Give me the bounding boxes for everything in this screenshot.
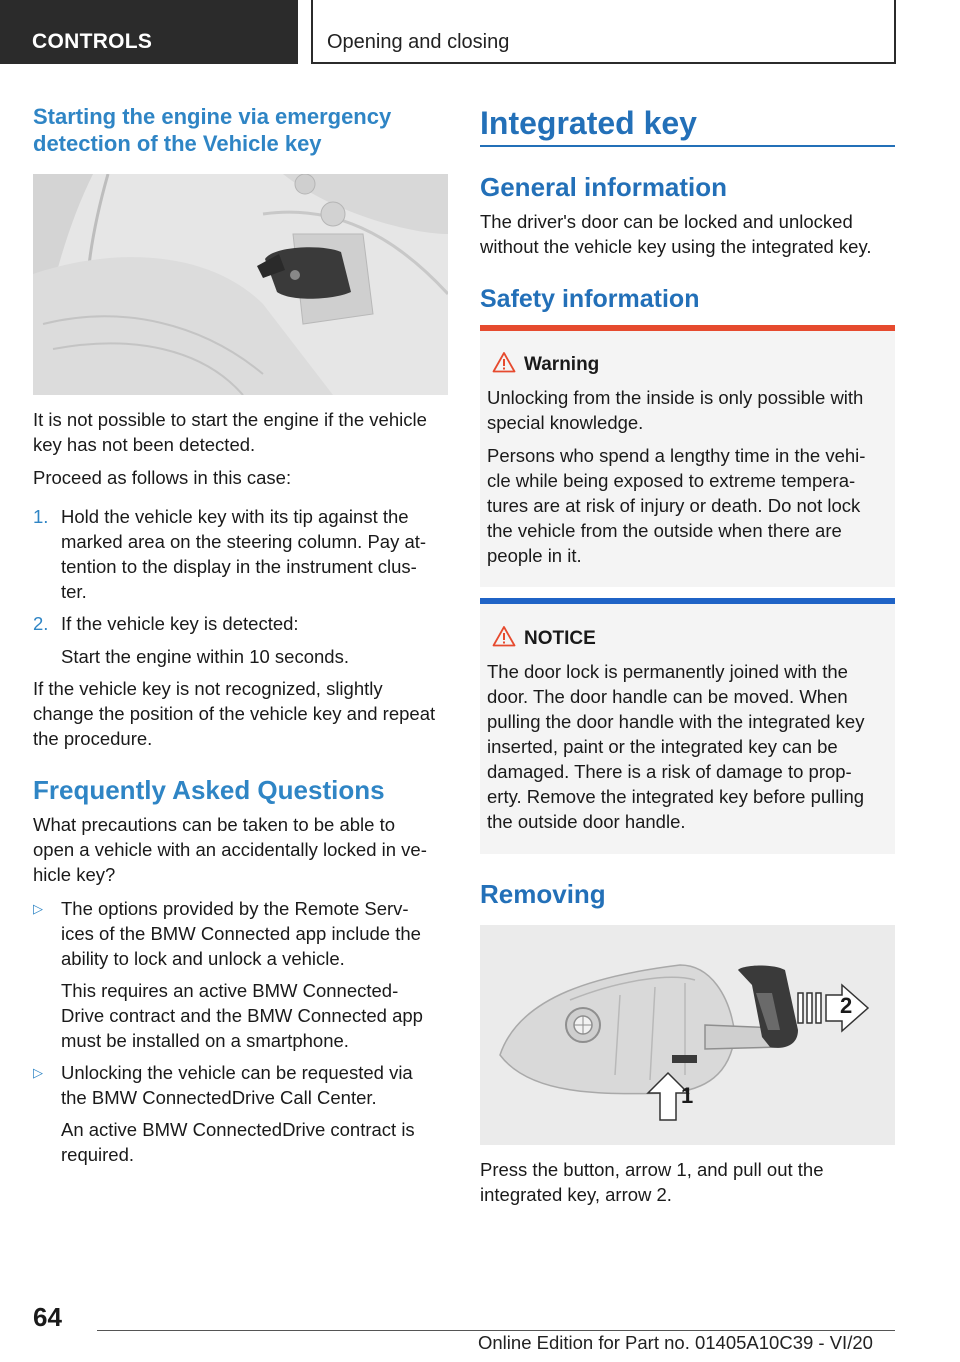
text-line: key has not been detected. xyxy=(33,434,256,455)
page-title: Integrated key xyxy=(480,105,697,141)
title-underline xyxy=(480,145,895,147)
faq-question xyxy=(33,812,427,887)
bullet-triangle-icon: ▷ xyxy=(33,901,43,916)
warning-box xyxy=(480,325,895,587)
warning-title: Warning xyxy=(524,354,600,375)
page-header xyxy=(0,0,960,66)
edition-text: Online Edition for Part no. 01405A10C39 - VI/20 xyxy=(478,1332,873,1353)
removing-text xyxy=(480,1157,824,1207)
warning-paragraph-2 xyxy=(487,443,865,568)
text-line: the procedure. xyxy=(33,728,153,749)
text-line: people in it. xyxy=(487,545,582,566)
step-number: 2. xyxy=(33,613,49,634)
text-line: required. xyxy=(61,1144,135,1165)
general-info-heading: General information xyxy=(480,172,728,202)
footer-rule xyxy=(97,1330,895,1331)
emergency-start-heading xyxy=(33,103,391,157)
bullet-1-subtext xyxy=(61,978,423,1053)
text-line: An active BMW ConnectedDrive contract is xyxy=(61,1119,415,1140)
proceed-paragraph: Proceed as follows in this case: xyxy=(33,467,292,488)
text-line: Drive contract and the BMW Connected app xyxy=(61,1005,423,1026)
text-line: without the vehicle key using the integrated key. xyxy=(480,236,872,257)
text-line: Press the button, arrow 1, and pull out the xyxy=(480,1159,824,1180)
safety-info-heading: Safety information xyxy=(480,285,700,313)
bullet-2-text xyxy=(61,1060,413,1110)
notice-bar xyxy=(480,598,895,604)
text-line: Hold the vehicle key with its tip against the xyxy=(61,506,409,527)
text-line: ter. xyxy=(61,581,87,602)
notice-paragraph xyxy=(487,659,864,834)
text-line: change the position of the vehicle key and repeat xyxy=(33,703,436,724)
text-line: marked area on the steering column. Pay at- xyxy=(61,531,427,552)
not-recognized-paragraph xyxy=(33,676,435,751)
bullet-2-subtext xyxy=(61,1117,415,1167)
notice-box xyxy=(480,598,895,854)
text-line: door. The door handle can be moved. When xyxy=(487,686,848,707)
arrow-2-label: 2 xyxy=(840,993,853,1018)
step-2-subtext: Start the engine within 10 seconds. xyxy=(61,646,349,667)
heading-line: detection of the Vehicle key xyxy=(33,131,322,156)
text-line: the BMW ConnectedDrive Call Center. xyxy=(61,1087,377,1108)
step-number: 1. xyxy=(33,506,49,527)
text-line: integrated key, arrow 2. xyxy=(480,1184,672,1205)
text-line: damaged. There is a risk of damage to prop- xyxy=(487,761,852,782)
section-tab: CONTROLS xyxy=(0,0,298,64)
arrow-1-label: 1 xyxy=(681,1083,694,1108)
text-line: This requires an active BMW Connected- xyxy=(61,980,399,1001)
bullet-triangle-icon: ▷ xyxy=(33,1065,43,1080)
faq-heading: Frequently Asked Questions xyxy=(33,775,385,805)
text-line: Persons who spend a lengthy time in the vehi- xyxy=(487,445,866,466)
text-line: Unlocking from the inside is only possible with xyxy=(487,387,864,408)
text-line: The options provided by the Remote Serv- xyxy=(61,898,409,919)
text-line: the outside door handle. xyxy=(487,811,686,832)
text-line: erty. Remove the integrated key before pulling xyxy=(487,786,865,807)
text-line: The driver's door can be locked and unlocked xyxy=(480,211,853,232)
removing-heading: Removing xyxy=(480,879,606,909)
text-line: The door lock is permanently joined with the xyxy=(487,661,848,682)
text-line: Unlocking the vehicle can be requested via xyxy=(61,1062,413,1083)
steering-column-drawing xyxy=(33,174,448,395)
key-removal-drawing xyxy=(480,925,895,1145)
text-line: ices of the BMW Connected app include the xyxy=(61,923,421,944)
notice-triangle-icon xyxy=(492,625,516,647)
step-1-text xyxy=(61,504,426,604)
text-line: hicle key? xyxy=(33,864,116,885)
general-info-text xyxy=(480,209,871,259)
text-line: tures are at risk of injury or death. Do not lock xyxy=(487,495,861,516)
page-number: 64 xyxy=(33,1302,62,1332)
text-line: It is not possible to start the engine if the vehicle xyxy=(33,409,427,430)
notice-title: NOTICE xyxy=(524,628,596,649)
steering-column-illustration xyxy=(33,174,448,395)
text-line: pulling the door handle with the integrated key xyxy=(487,711,865,732)
text-line: cle while being exposed to extreme tempera- xyxy=(487,470,856,491)
text-line: ability to lock and unlock a vehicle. xyxy=(61,948,345,969)
integrated-key-illustration xyxy=(480,925,895,1145)
heading-line: Starting the engine via emergency xyxy=(33,104,392,129)
text-line: tention to the display in the instrument clus- xyxy=(61,556,417,577)
chapter-title: Opening and closing xyxy=(311,0,896,64)
text-line: special knowledge. xyxy=(487,412,644,433)
text-line: inserted, paint or the integrated key can be xyxy=(487,736,838,757)
text-line: open a vehicle with an accidentally locked in ve- xyxy=(33,839,427,860)
text-line: the vehicle from the outside when there are xyxy=(487,520,842,541)
warning-bar xyxy=(480,325,895,331)
intro-paragraph xyxy=(33,407,427,457)
warning-triangle-icon xyxy=(492,351,516,373)
step-2-text: If the vehicle key is detected: xyxy=(61,613,299,634)
text-line: What precautions can be taken to be able to xyxy=(33,814,396,835)
bullet-1-text xyxy=(61,896,421,971)
text-line: If the vehicle key is not recognized, slightly xyxy=(33,678,383,699)
warning-paragraph-1 xyxy=(487,385,863,435)
text-line: must be installed on a smartphone. xyxy=(61,1030,349,1051)
